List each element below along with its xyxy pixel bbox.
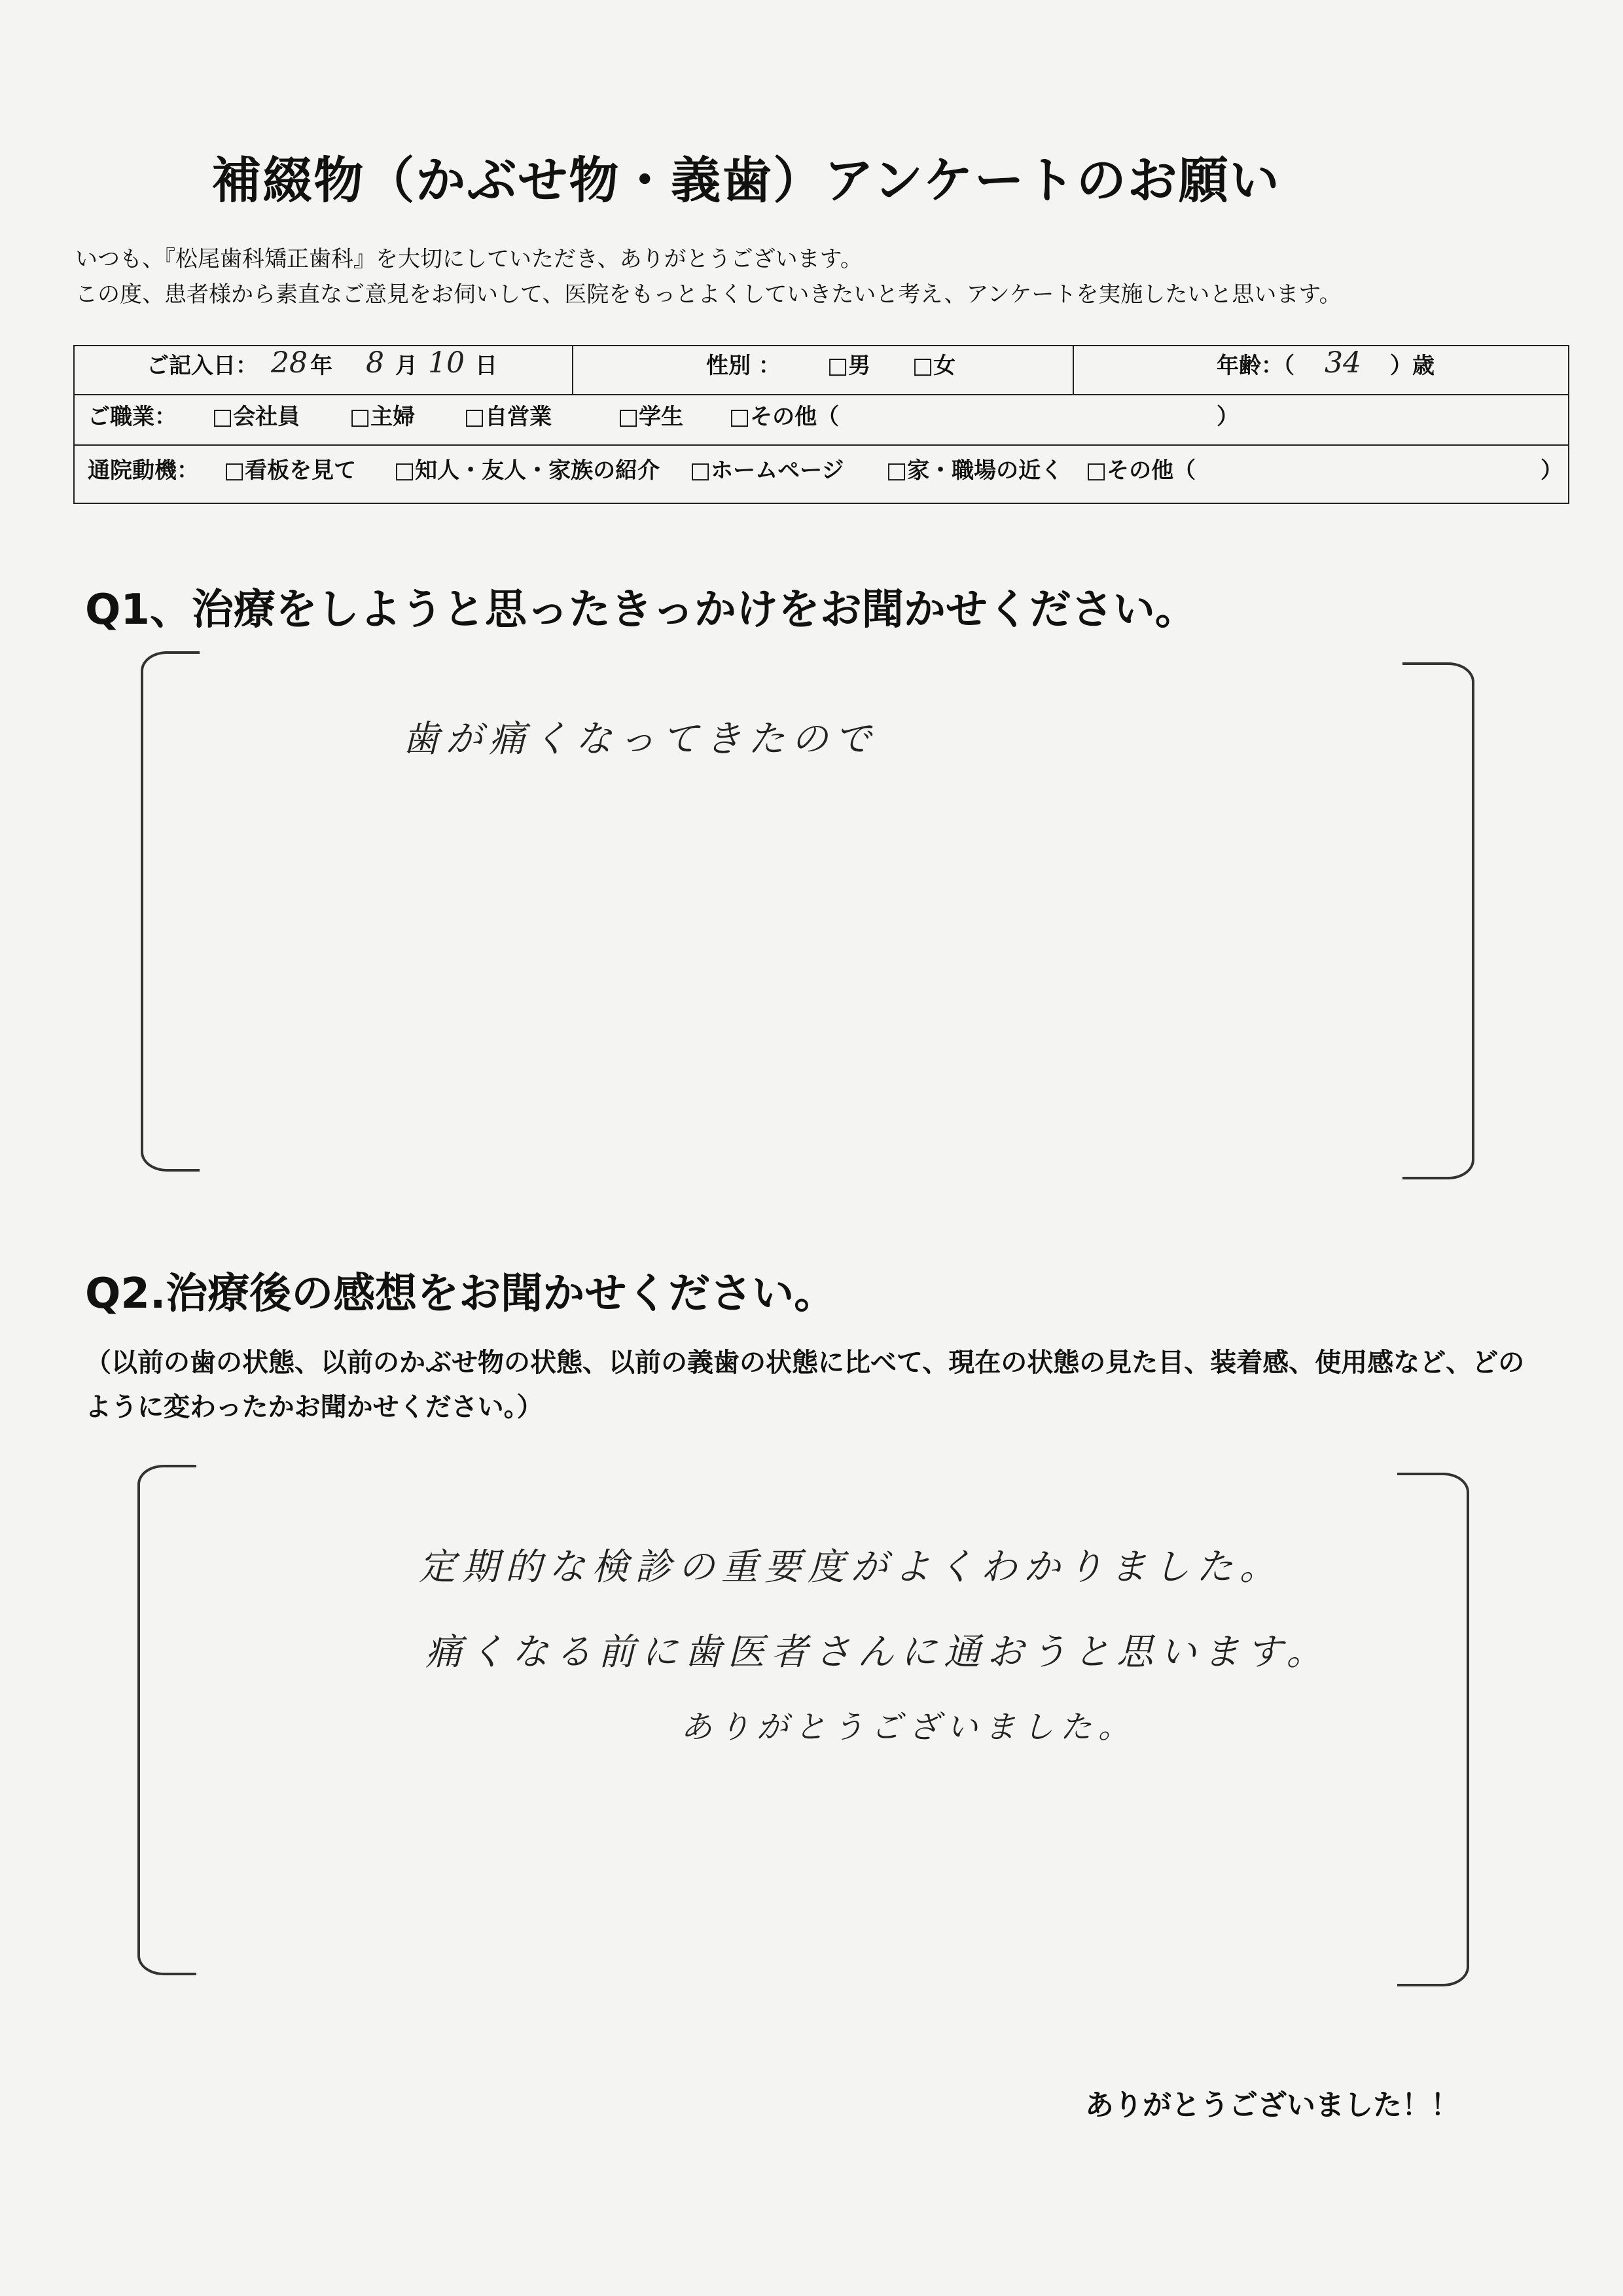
date-day-unit: 日 (475, 353, 497, 379)
motive-option-referral[interactable] (394, 457, 660, 484)
q2-answer-bracket-right (1397, 1473, 1469, 1986)
age-label: 年齢：（ (1217, 353, 1294, 379)
job-option-self-employed[interactable] (464, 404, 552, 430)
date-month-value[interactable]: 8 (366, 346, 384, 380)
job-option-other[interactable] (729, 404, 839, 430)
job-other-close: ） (1217, 404, 1239, 430)
age-value[interactable]: 34 (1325, 346, 1361, 380)
date-label: ご記入日： (147, 353, 258, 379)
motive-option-label: 知人・友人・家族の紹介 (415, 457, 660, 484)
intro-line-2: この度、患者様から素直なご意見をお伺いして、医院をもっとよくしていきたいと考え、アンケートを実施したいと思います。 (75, 281, 1342, 308)
q2-answer-line-2[interactable]: 痛くなる前に歯医者さんに通おうと思います。 (425, 1631, 1330, 1674)
q1-heading: Q1、治療をしようと思ったきっかけをお聞かせください。 (85, 586, 1197, 634)
age-suffix: ）歳 (1390, 353, 1435, 379)
job-option-student[interactable] (618, 404, 683, 430)
closing-thanks: ありがとうございました！！ (1085, 2089, 1459, 2122)
q2-note: （以前の歯の状態、以前のかぶせ物の状態、以前の義歯の状態に比べて、現在の状態の見た目、装着感、使用感など、どのように変わったかお聞かせください。） (85, 1348, 1525, 1422)
intro-line-1: いつも、『松尾歯科矯正歯科』を大切にしていただき、ありがとうございます。 (75, 246, 863, 272)
motive-option-label: ホームページ (711, 457, 844, 484)
q1-answer-bracket-left (141, 651, 200, 1172)
q2-heading: Q2.治療後の感想をお聞かせください。 (85, 1270, 836, 1318)
q2-answer-line-3[interactable]: ありがとうございました。 (681, 1709, 1137, 1746)
motive-option-other[interactable] (1086, 457, 1196, 484)
motive-other-close: ） (1541, 457, 1563, 484)
motive-option-homepage[interactable] (690, 457, 844, 484)
q1-answer[interactable]: 歯が痛くなってきたので (402, 718, 878, 761)
job-option-housewife[interactable] (349, 404, 415, 430)
gender-male-label: 男 (848, 353, 871, 379)
date-year-value[interactable]: 28 (271, 346, 308, 380)
job-option-label: その他（ (750, 404, 840, 430)
job-option-label: 自営業 (485, 404, 552, 430)
job-option-label: 会社員 (233, 404, 300, 430)
date-day-value[interactable]: 10 (428, 346, 465, 380)
gender-female-checkbox[interactable] (912, 353, 955, 379)
job-option-company[interactable] (212, 404, 300, 430)
date-year-unit: 年 (310, 353, 332, 379)
motive-option-signboard[interactable] (224, 457, 356, 484)
motive-label: 通院動機： (88, 457, 199, 484)
q1-answer-bracket-right (1402, 662, 1474, 1179)
q2-answer-bracket-left (137, 1465, 196, 1975)
motive-option-label: その他（ (1107, 457, 1196, 484)
gender-male-checkbox[interactable] (827, 353, 870, 379)
job-option-label: 主婦 (370, 404, 416, 430)
gender-label: 性別 ： (706, 353, 781, 379)
q2-answer-line-1[interactable]: 定期的な検診の重要度がよくわかりました。 (419, 1546, 1283, 1588)
date-month-unit: 月 (395, 353, 418, 379)
job-label: ご職業： (88, 404, 177, 430)
page-title: 補綴物（かぶせ物・義歯）アンケートのお願い (211, 151, 1281, 209)
gender-female-label: 女 (933, 353, 956, 379)
motive-option-label: 看板を見て (245, 457, 357, 484)
job-option-label: 学生 (639, 404, 684, 430)
info-table (73, 345, 1569, 504)
motive-option-label: 家・職場の近く (907, 457, 1063, 484)
motive-option-nearby[interactable] (886, 457, 1063, 484)
